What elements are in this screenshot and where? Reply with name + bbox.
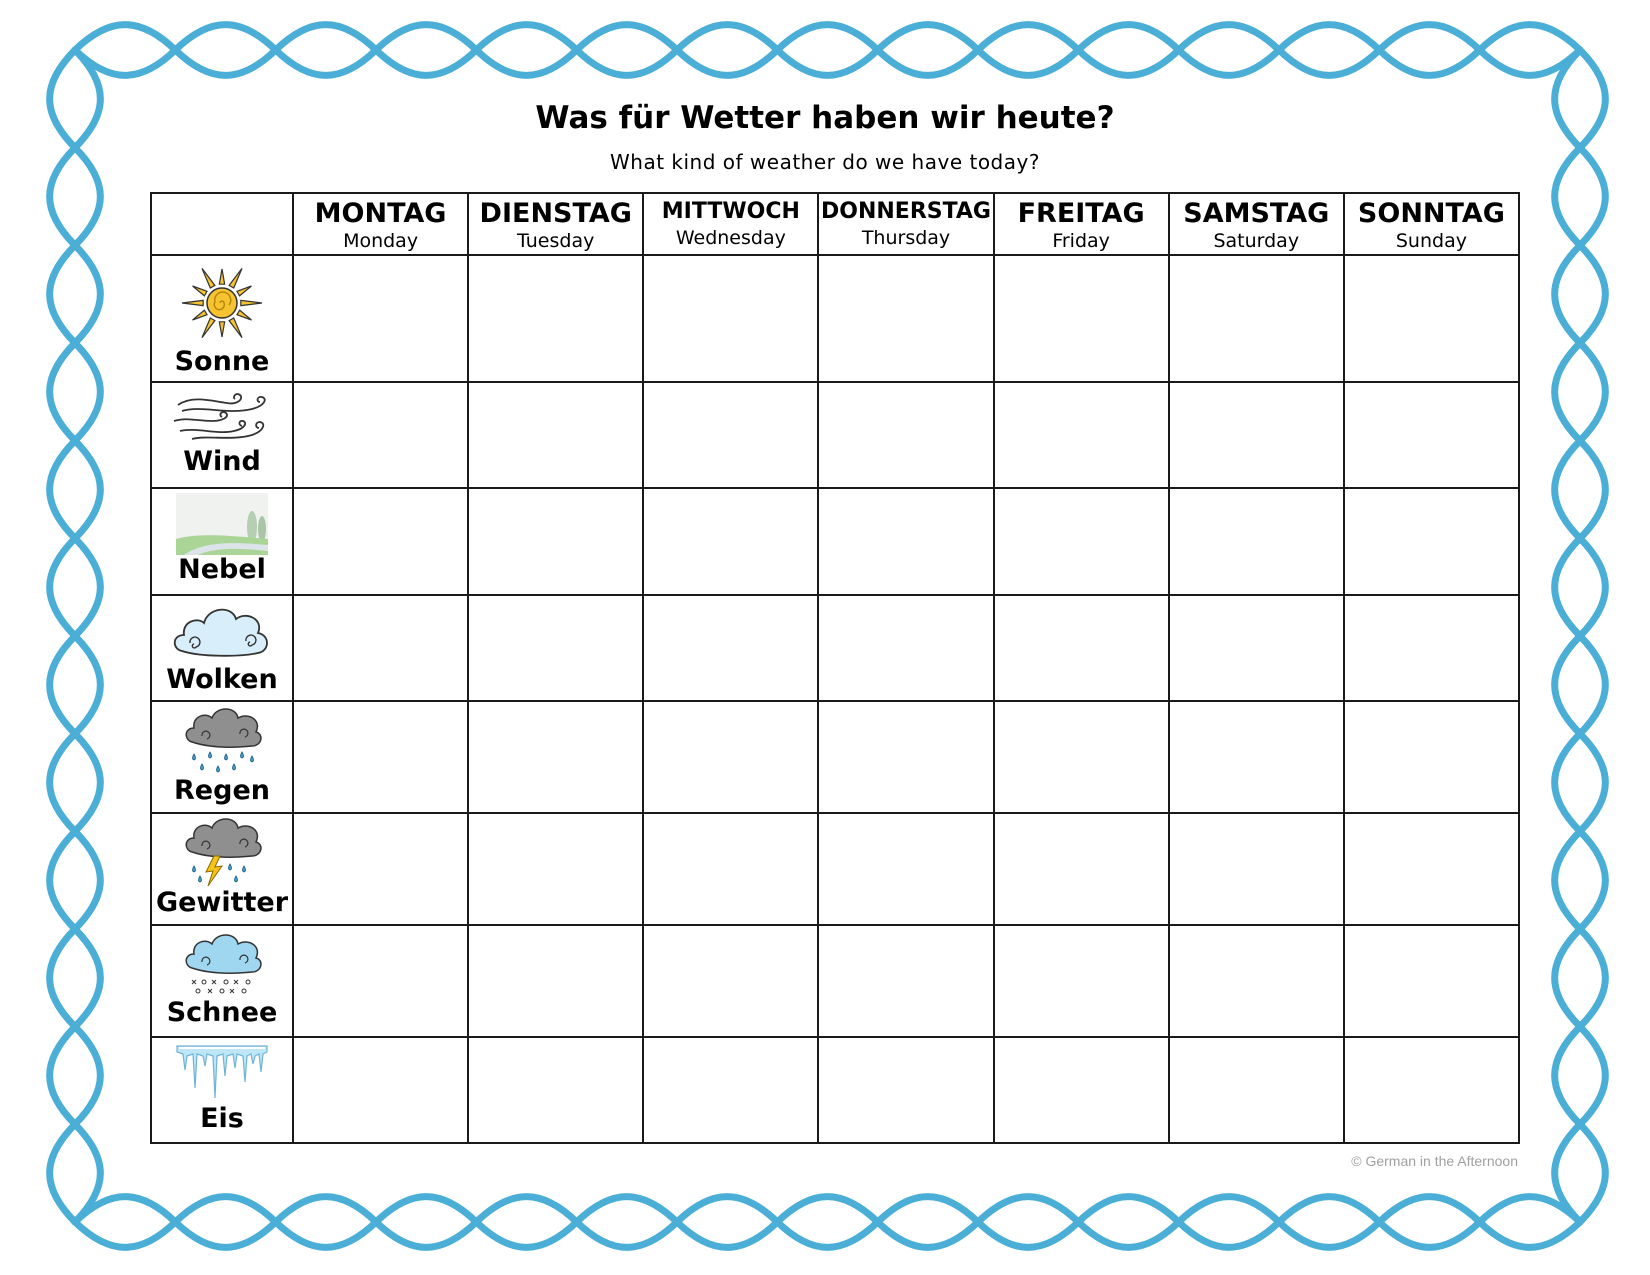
header-row — [151, 193, 1519, 255]
fog-icon — [176, 493, 268, 555]
weather-label-cell — [151, 1037, 293, 1143]
day-name-english: Thursday — [861, 227, 951, 249]
entry-cell[interactable] — [994, 1037, 1169, 1143]
weather-label: Sonne — [174, 346, 270, 377]
day-header-monday — [293, 193, 468, 255]
entry-cell[interactable] — [293, 488, 468, 595]
entry-cell[interactable] — [468, 382, 643, 488]
entry-cell[interactable] — [293, 813, 468, 925]
entry-cell[interactable] — [643, 595, 818, 701]
cloud-icon — [170, 599, 274, 665]
weather-label-cell — [151, 595, 293, 701]
weather-row-wind — [151, 382, 1519, 488]
entry-cell[interactable] — [994, 701, 1169, 813]
weather-row-wolken — [151, 595, 1519, 701]
entry-cell[interactable] — [468, 813, 643, 925]
day-name-german: DONNERSTAG — [821, 199, 991, 224]
entry-cell[interactable] — [994, 382, 1169, 488]
ice-icon — [175, 1042, 269, 1104]
entry-cell[interactable] — [293, 1037, 468, 1143]
entry-cell[interactable] — [1344, 382, 1519, 488]
rain-icon — [182, 704, 262, 776]
entry-cell[interactable] — [818, 813, 993, 925]
entry-cell[interactable] — [1169, 382, 1344, 488]
weather-row-regen — [151, 701, 1519, 813]
thunderstorm-icon — [182, 816, 262, 888]
weather-label: Wolken — [166, 664, 278, 695]
entry-cell[interactable] — [1344, 925, 1519, 1037]
day-name-german: MITTWOCH — [661, 199, 800, 224]
weather-row-sonne — [151, 255, 1519, 382]
entry-cell[interactable] — [643, 701, 818, 813]
day-name-german: DIENSTAG — [479, 198, 632, 229]
entry-cell[interactable] — [293, 382, 468, 488]
copyright-notice: © German in the Afternoon — [1351, 1153, 1518, 1169]
entry-cell[interactable] — [293, 255, 468, 382]
day-name-german: FREITAG — [1017, 198, 1145, 229]
entry-cell[interactable] — [1344, 595, 1519, 701]
day-header-friday — [994, 193, 1169, 255]
entry-cell[interactable] — [994, 595, 1169, 701]
day-name-english: Saturday — [1213, 230, 1300, 252]
weather-label: Gewitter — [155, 887, 289, 918]
entry-cell[interactable] — [994, 925, 1169, 1037]
weather-label-cell — [151, 255, 293, 382]
weather-label-cell — [151, 925, 293, 1037]
weather-row-eis — [151, 1037, 1519, 1143]
entry-cell[interactable] — [643, 925, 818, 1037]
weather-label-cell — [151, 813, 293, 925]
weather-label: Nebel — [178, 554, 266, 585]
day-name-english: Tuesday — [517, 230, 595, 252]
entry-cell[interactable] — [468, 701, 643, 813]
entry-cell[interactable] — [1344, 701, 1519, 813]
snow-icon — [182, 930, 262, 998]
sun-icon — [180, 259, 264, 347]
entry-cell[interactable] — [293, 595, 468, 701]
entry-cell[interactable] — [818, 488, 993, 595]
entry-cell[interactable] — [818, 255, 993, 382]
day-name-german: SAMSTAG — [1183, 198, 1330, 229]
entry-cell[interactable] — [468, 925, 643, 1037]
entry-cell[interactable] — [1169, 595, 1344, 701]
entry-cell[interactable] — [1169, 925, 1344, 1037]
day-name-english: Sunday — [1395, 230, 1467, 252]
entry-cell[interactable] — [643, 813, 818, 925]
entry-cell[interactable] — [643, 488, 818, 595]
wind-icon — [172, 391, 272, 447]
weather-label: Regen — [174, 775, 270, 806]
day-name-english: Wednesday — [675, 227, 786, 249]
entry-cell[interactable] — [293, 925, 468, 1037]
page-title: Was für Wetter haben wir heute? — [535, 100, 1115, 136]
day-header-thursday — [818, 193, 993, 255]
day-name-english: Monday — [343, 230, 419, 252]
entry-cell[interactable] — [293, 701, 468, 813]
entry-cell[interactable] — [994, 255, 1169, 382]
entry-cell[interactable] — [818, 1037, 993, 1143]
entry-cell[interactable] — [1344, 813, 1519, 925]
entry-cell[interactable] — [468, 488, 643, 595]
entry-cell[interactable] — [994, 813, 1169, 925]
entry-cell[interactable] — [468, 595, 643, 701]
entry-cell[interactable] — [994, 488, 1169, 595]
entry-cell[interactable] — [818, 701, 993, 813]
entry-cell[interactable] — [1169, 813, 1344, 925]
day-name-german: SONNTAG — [1357, 198, 1505, 229]
weather-label: Eis — [200, 1103, 244, 1134]
entry-cell[interactable] — [468, 1037, 643, 1143]
entry-cell[interactable] — [468, 255, 643, 382]
weather-label-cell — [151, 488, 293, 595]
entry-cell[interactable] — [643, 382, 818, 488]
entry-cell[interactable] — [643, 255, 818, 382]
corner-cell — [151, 193, 293, 255]
weather-label: Wind — [183, 446, 261, 477]
weather-label-cell — [151, 382, 293, 488]
entry-cell[interactable] — [1169, 255, 1344, 382]
entry-cell[interactable] — [1344, 1037, 1519, 1143]
entry-cell[interactable] — [1169, 1037, 1344, 1143]
day-name-english: Friday — [1052, 230, 1110, 252]
entry-cell[interactable] — [818, 925, 993, 1037]
day-name-german: MONTAG — [314, 198, 447, 229]
weather-chart-table — [150, 192, 1520, 1144]
day-header-tuesday — [468, 193, 643, 255]
entry-cell[interactable] — [1344, 255, 1519, 382]
entry-cell[interactable] — [818, 382, 993, 488]
day-header-sunday — [1344, 193, 1519, 255]
entry-cell[interactable] — [1169, 701, 1344, 813]
weather-label: Schnee — [166, 997, 278, 1028]
entry-cell[interactable] — [1344, 488, 1519, 595]
entry-cell[interactable] — [1169, 488, 1344, 595]
weather-row-nebel — [151, 488, 1519, 595]
weather-label-cell — [151, 701, 293, 813]
page-subtitle: What kind of weather do we have today? — [610, 150, 1040, 174]
entry-cell[interactable] — [643, 1037, 818, 1143]
weather-row-gewitter — [151, 813, 1519, 925]
weather-row-schnee — [151, 925, 1519, 1037]
day-header-saturday — [1169, 193, 1344, 255]
entry-cell[interactable] — [818, 595, 993, 701]
day-header-wednesday — [643, 193, 818, 255]
